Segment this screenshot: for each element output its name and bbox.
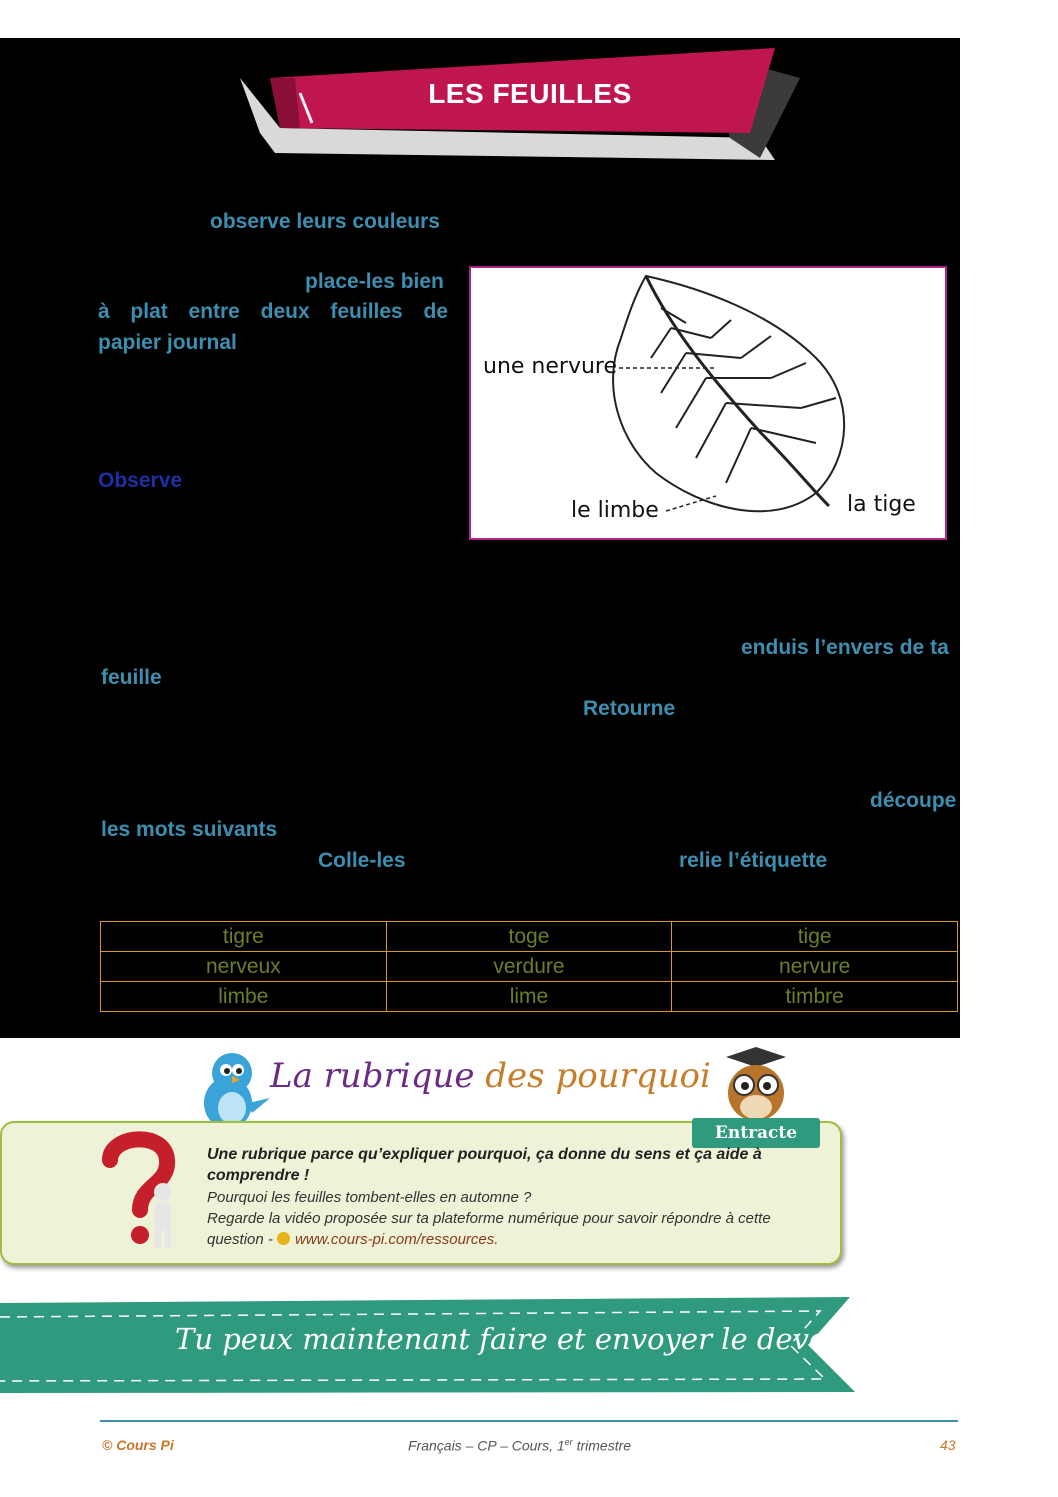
rubric-title <box>270 1056 711 1096</box>
table-cell: limbe <box>101 982 387 1012</box>
label-limbe: le limbe <box>571 498 659 523</box>
devoir-text: Tu peux maintenant faire et envoyer le devoir n°5 <box>175 1322 911 1356</box>
rubric-title-b: des pourquoi <box>485 1056 711 1096</box>
table-row <box>101 952 958 982</box>
rubric-line-5 <box>207 1231 498 1248</box>
footer-copyright: © Cours Pi <box>102 1437 174 1453</box>
text-relie: relie l’étiquette <box>679 849 828 872</box>
footer-course-c: trimestre <box>572 1437 632 1454</box>
table-cell: toge <box>386 922 672 952</box>
text-papier-journal: papier journal <box>98 331 237 354</box>
rubric-title-a: La rubrique <box>270 1056 475 1096</box>
label-tige: la tige <box>847 492 916 517</box>
leaf-figure <box>469 266 947 540</box>
table-cell: tigre <box>101 922 387 952</box>
page-title: LES FEUILLES <box>428 78 632 109</box>
table-cell: lime <box>386 982 672 1012</box>
text-decoupe: découpe <box>870 789 957 812</box>
question-mark-icon <box>95 1130 195 1250</box>
resources-link[interactable]: www.cours-pi.com/ressources. <box>295 1231 499 1248</box>
text-retourne: Retourne <box>583 697 676 720</box>
text-a-plat: à plat entre deux feuilles de <box>98 300 448 323</box>
text-feuille: feuille <box>101 666 162 689</box>
rubric-line-4: Regarde la vidéo proposée sur ta plateforme numérique pour savoir répondre à cette <box>207 1210 771 1227</box>
word-table <box>100 921 958 1012</box>
text-observe: Observe <box>98 469 183 492</box>
link-icon <box>277 1232 290 1245</box>
rubric-question: question - <box>207 1231 278 1248</box>
table-cell: nerveux <box>101 952 387 982</box>
table-cell: timbre <box>672 982 958 1012</box>
footer-course <box>408 1437 631 1454</box>
text-enduis: enduis l’envers de ta <box>741 636 949 659</box>
table-row <box>101 922 958 952</box>
label-nervure: une nervure <box>483 354 617 379</box>
table-row <box>101 982 958 1012</box>
footer-course-a: Français – CP – <box>408 1437 512 1454</box>
text-mots-suivants: les mots suivants <box>101 818 278 841</box>
entracte-badge: Entracte <box>692 1118 820 1148</box>
rubric-line-2: comprendre ! <box>207 1167 310 1184</box>
table-cell: nervure <box>672 952 958 982</box>
footer-course-b: Cours, 1 <box>511 1437 565 1454</box>
text-observe-couleurs: observe leurs couleurs <box>210 210 440 233</box>
footer-divider <box>100 1420 958 1422</box>
text-colle-les: Colle-les <box>318 849 406 872</box>
rubric-line-3: Pourquoi les feuilles tombent-elles en automne ? <box>207 1189 532 1206</box>
page-number: 43 <box>940 1437 956 1453</box>
rubric-line-1: Une rubrique parce qu’expliquer pourquoi, ça donne du sens et ça aide à <box>207 1146 762 1163</box>
table-cell: verdure <box>386 952 672 982</box>
owl-icon <box>716 1045 796 1123</box>
text-place-les: place-les bien <box>305 270 444 293</box>
table-cell: tige <box>672 922 958 952</box>
footer-course-sup: er <box>564 1437 573 1447</box>
